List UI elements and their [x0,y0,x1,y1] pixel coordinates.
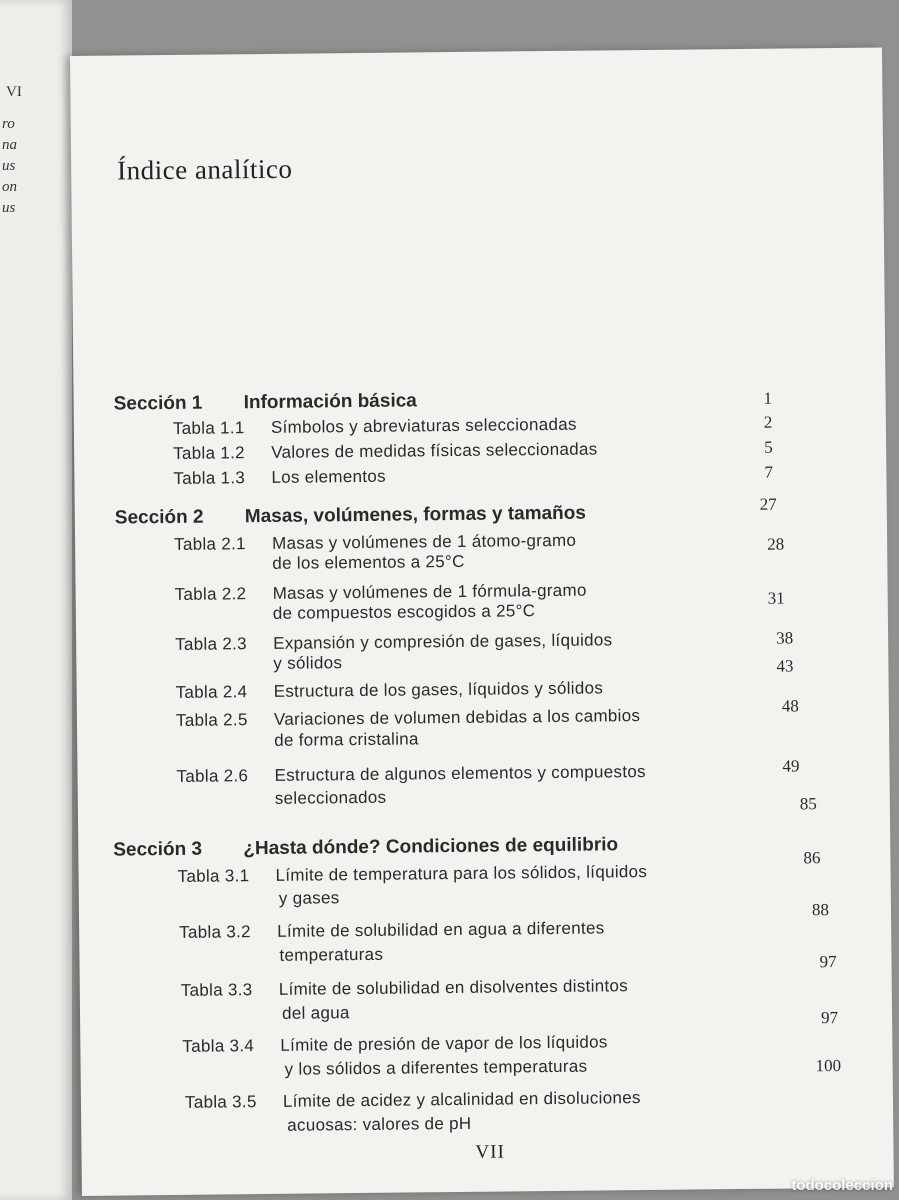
right-page [70,47,894,1195]
table-number: Tabla 3.2 [179,922,251,942]
page-folio: VII [475,1141,506,1163]
table-title: Los elementos [271,466,386,487]
table-title: Masas y volúmenes de 1 fórmula-gramo [272,580,587,603]
table-title: Límite de solubilidad en agua a diferentes [277,918,605,941]
table-number: Tabla 2.2 [174,584,247,604]
page-number: 28 [767,534,785,554]
table-number: Tabla 3.5 [184,1092,257,1112]
left-page [0,0,72,1200]
page-number: 38 [776,628,794,648]
toc-entry [176,762,646,787]
toc-entry [179,918,605,942]
toc-entry [181,976,628,1001]
left-page-fragment: na [2,137,17,153]
table-title: Límite de presión de vapor de los líquidos [280,1032,608,1055]
page-number: 5 [764,437,773,457]
page-number: 31 [767,588,785,608]
table-number: Tabla 2.4 [175,682,248,702]
toc-entry [185,1088,641,1113]
section-title: ¿Hasta dónde? Condiciones de equilibrio [243,834,619,860]
table-title-continuation: acuosas: valores de pH [287,1113,472,1135]
table-title-continuation: de los elementos a 25°C [272,551,465,573]
table-number: Tabla 1.2 [173,443,245,463]
section-heading [114,390,417,415]
page-number: 27 [759,494,777,514]
table-title-continuation: y gases [278,888,340,908]
page-number: 43 [776,656,794,676]
table-title: Límite de acidez y alcalinidad en disoluciones [282,1088,641,1111]
table-title: Estructura de algunos elementos y compuestos [274,762,646,785]
table-number: Tabla 2.6 [176,766,249,786]
toc-entry [173,439,598,463]
table-number: Tabla 3.4 [182,1036,255,1056]
table-title: Expansión y compresión de gases, líquidos [273,630,613,653]
table-number: Tabla 3.1 [177,866,250,886]
toc-entry [174,531,576,555]
section-label: Sección 3 [113,838,203,861]
table-number: Tabla 2.1 [174,534,246,554]
table-title: Valores de medidas físicas seleccionadas [271,439,598,462]
left-page-folio: VI [6,84,22,100]
table-title-continuation: de compuestos escogidos a 25°C [272,601,536,623]
left-page-fragment: on [2,179,17,195]
section-title: Información básica [243,390,417,414]
table-title-continuation: del agua [281,1003,350,1023]
toc-entry [176,678,604,702]
section-heading [115,503,586,530]
watermark: todocoleccion [791,1177,893,1194]
table-number: Tabla 2.3 [175,634,247,654]
table-title-continuation: y los sólidos a diferentes temperaturas [284,1056,588,1079]
toc-entry [182,1032,607,1056]
table-title: Estructura de los gases, líquidos y sólidos [273,678,604,701]
page-number: 100 [815,1055,842,1076]
toc-entry [177,862,647,887]
table-title: Límite de temperatura para los sólidos, líquidos [275,862,648,885]
section-label: Sección 1 [113,392,203,415]
left-page-fragment: us [2,158,16,174]
page-number: 86 [803,848,821,868]
toc-entry [173,467,386,489]
left-page-fragment: us [2,200,16,216]
table-number: Tabla 1.3 [173,468,246,488]
page-number: 49 [782,756,800,776]
page-number: 48 [781,696,799,716]
table-number: Tabla 2.5 [175,710,248,730]
table-title-continuation: de forma cristalina [274,729,419,750]
section-title: Masas, volúmenes, formas y tamaños [244,502,587,528]
table-title: Masas y volúmenes de 1 átomo-gramo [272,530,577,553]
table-number: Tabla 1.1 [172,418,245,438]
table-title-continuation: temperaturas [279,944,384,965]
toc-entry [173,415,577,439]
section-label: Sección 2 [114,506,204,529]
toc-entry [176,706,640,731]
table-title: Límite de solubilidad en disolventes distintos [278,976,629,999]
page-number: 97 [821,1008,839,1028]
page-title: Índice analítico [117,153,293,186]
page-number: 88 [811,900,830,920]
section-heading [113,834,618,861]
table-title-continuation: seleccionados [274,787,387,808]
page-number: 97 [819,952,837,972]
table-number: Tabla 3.3 [180,980,253,1000]
page-number: 85 [799,794,817,814]
toc-entry [175,630,612,655]
table-title-continuation: y sólidos [273,653,343,673]
page-number: 1 [763,388,773,408]
table-title: Variaciones de volumen debidas a los cambios [273,706,641,729]
page-number: 7 [764,462,773,482]
left-page-fragment: ro [2,116,15,132]
page-number: 2 [763,412,773,432]
table-title: Símbolos y abreviaturas seleccionadas [270,414,577,437]
